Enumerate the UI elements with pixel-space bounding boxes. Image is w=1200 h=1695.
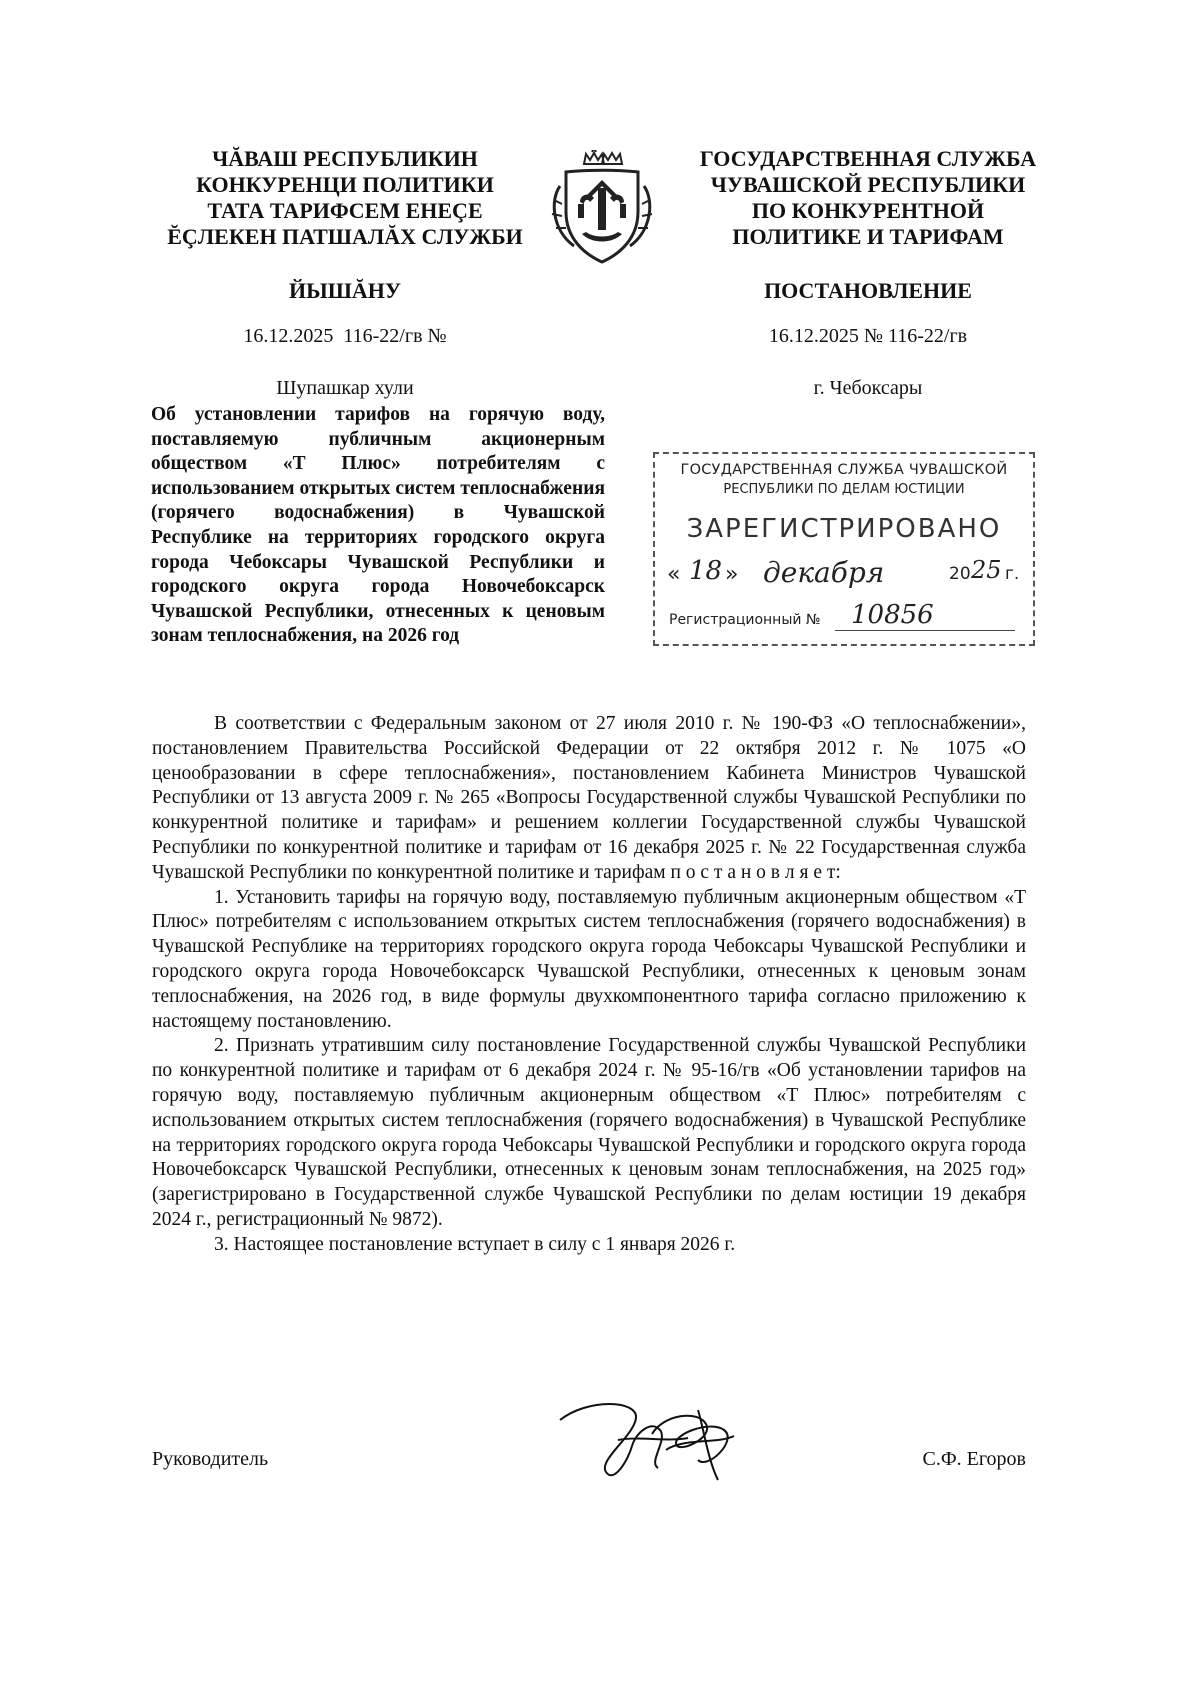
right-date-number: 16.12.2025 № 116-22/гв <box>768 325 968 347</box>
stamp-quote-open: « <box>667 562 681 587</box>
item-3-paragraph: 3. Настоящее постановление вступает в силу с 1 января 2026 г. <box>214 1233 736 1255</box>
right-header-line-3: ПО КОНКУРЕНТНОЙ <box>751 198 985 223</box>
document-body <box>152 712 1026 1258</box>
item-2-paragraph: 2. Признать утратившим силу постановление Государственной службы Чувашской Республики по конкурентной политике и тарифам от 6 декабря 2024 г. № 95-16/гв «Об установлении тарифов на горячую воду, поставляемую публичным акционерным обществом «Т Плюс» потребителям с использованием открытых систем теплоснабжения (горячего водоснабжения) в Чувашской Республике на территориях городского округа города Чебоксары Чувашской Республики и городского округа города Новочебоксарск Чувашской Республики, отнесенных к ценовым зонам теплоснабжения, на 2025 год» (зарегистрировано в Государственной службе Чувашской Республики по делам юстиции 19 декабря 2024 г., регистрационный № 9872). <box>152 1035 1026 1230</box>
signature-icon <box>548 1390 748 1490</box>
signature <box>548 1390 748 1490</box>
stamp-date-row <box>667 556 1027 592</box>
left-header-line-4: ĔÇЛЕКЕН ПАТШАЛĂХ СЛУЖБИ <box>167 224 523 249</box>
signer-name: С.Ф. Егоров <box>922 1448 1026 1470</box>
left-header <box>150 146 540 250</box>
right-header-line-1: ГОСУДАРСТВЕННАЯ СЛУЖБА <box>699 146 1037 171</box>
registration-stamp <box>653 452 1035 646</box>
left-city: Шупашкар хули <box>276 377 414 399</box>
stamp-line-1: ГОСУДАРСТВЕННАЯ СЛУЖБА ЧУВАШСКОЙ <box>680 462 1008 478</box>
right-doc-type: ПОСТАНОВЛЕНИЕ <box>764 278 972 303</box>
preamble-paragraph: В соответствии с Федеральным законом от 27 июля 2010 г. № 190-ФЗ «О теплоснабжении», постановлением Правительства Российской Федерации от 22 октября 2012 г. № 1075 «О ценообразовании в сфере теплоснабжения», постановлением Кабинета Министров Чувашской Республики от 13 августа 2009 г. № 265 «Вопросы Государственной службы Чувашской Республики по конкурентной политике и тарифам» и решением коллегии Государственной службы Чувашской Республики по конкурентной политике и тарифам от 16 декабря 2025 г. № 22 Государственная служба Чувашской Республики по конкурентной политике и тарифам п о с т а н о в л я е т: <box>152 713 1026 883</box>
left-header-line-1: ЧĂВАШ РЕСПУБЛИКИН <box>212 146 478 171</box>
left-header-line-3: ТАТА ТАРИФСЕМ ЕНЕÇЕ <box>207 198 483 223</box>
stamp-day: 18 <box>689 556 723 586</box>
stamp-quote-close: » <box>725 562 739 587</box>
stamp-status: ЗАРЕГИСТРИРОВАНО <box>686 514 1002 544</box>
left-date-number: 16.12.2025 116-22/гв № <box>243 325 447 347</box>
right-header-line-4: ПОЛИТИКЕ И ТАРИФАМ <box>732 224 1004 249</box>
stamp-reg-label: Регистрационный № <box>669 612 821 628</box>
item-1-paragraph: 1. Установить тарифы на горячую воду, поставляемую публичным акционерным обществом «Т Плюс» потребителям с использованием открытых систем теплоснабжения (горячего водоснабжения) в Чувашской Республике на территориях городского округа города Чебоксары Чувашской Республики и городского округа города Новочебоксарск Чувашской Республики, отнесенных к ценовым зонам теплоснабжения, на 2026 год, в виде формулы двухкомпонентного тарифа согласно приложению к настоящему постановлению. <box>152 886 1026 1032</box>
stamp-reg-number: 10856 <box>851 600 934 630</box>
stamp-reg-underline <box>835 630 1015 631</box>
signer-position: Руководитель <box>152 1448 269 1470</box>
stamp-line-2: РЕСПУБЛИКИ ПО ДЕЛАМ ЮСТИЦИИ <box>723 482 965 497</box>
stamp-year-prefix: 20 <box>949 564 971 584</box>
document-title: Об установлении тарифов на горячую воду, поставляемую публичным акционерным обществом «Т Плюс» потребителям с использованием открытых систем теплоснабжения (горячего водоснабжения) в Чувашской Республике на территориях городского округа города Чебоксары Чувашской Республики и городского округа города Новочебоксарск Чувашской Республики, отнесенных к ценовым зонам теплоснабжения, на 2026 год <box>151 404 605 647</box>
right-header-line-2: ЧУВАШСКОЙ РЕСПУБЛИКИ <box>710 172 1026 197</box>
right-header <box>668 146 1068 250</box>
stamp-year-letter: г. <box>1005 564 1020 584</box>
coat-of-arms-emblem <box>546 150 658 268</box>
right-city: г. Чебоксары <box>813 377 923 399</box>
stamp-month: декабря <box>763 556 885 589</box>
emblem-icon <box>546 150 658 268</box>
left-doc-type: ЙЫШĂНУ <box>288 278 402 303</box>
left-header-line-2: КОНКУРЕНЦИ ПОЛИТИКИ <box>196 172 494 197</box>
stamp-year-suffix: 25 <box>971 556 1002 584</box>
